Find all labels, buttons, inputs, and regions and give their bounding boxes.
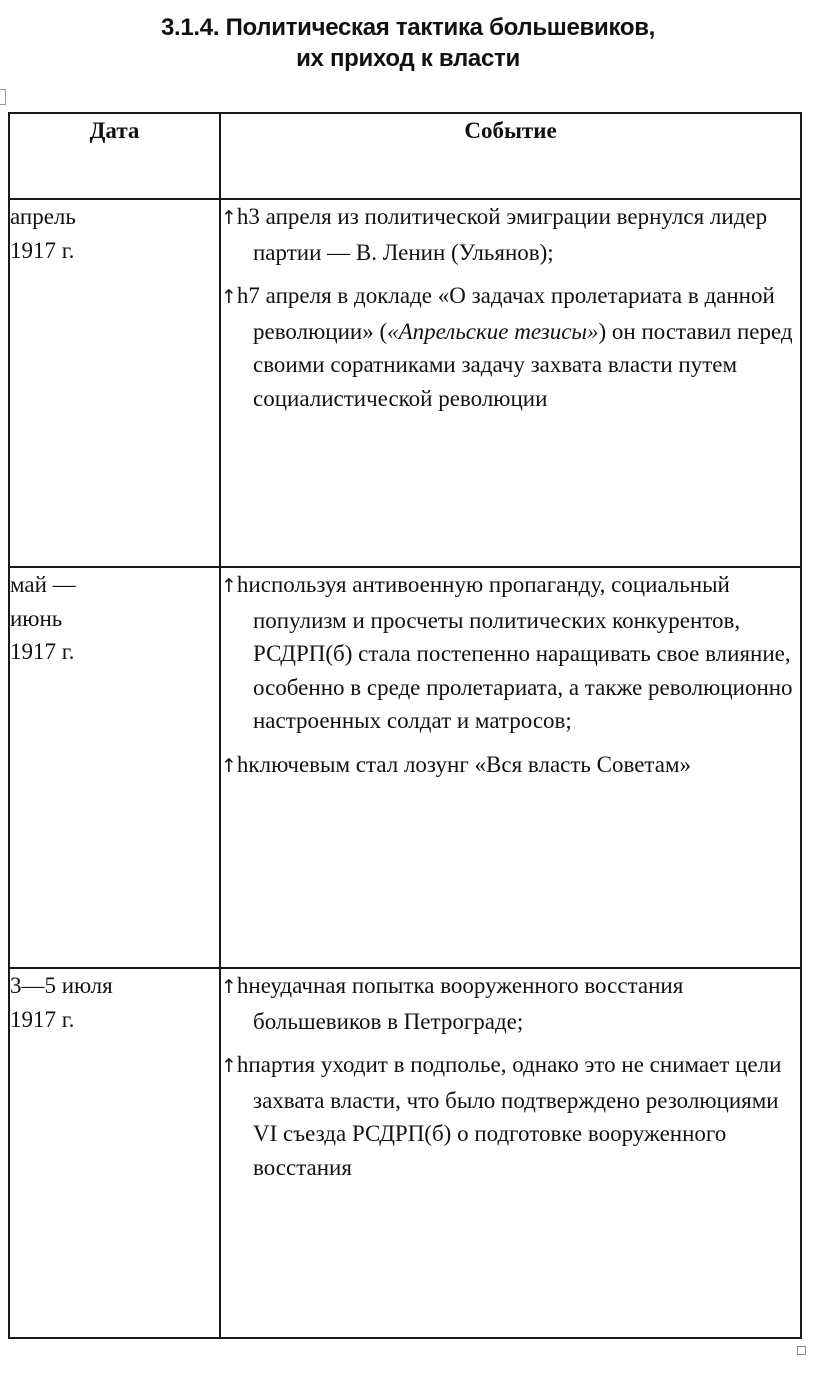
date-line: 1917 г. xyxy=(10,1006,75,1032)
bullet-marker-icon: ↑h xyxy=(221,751,249,777)
event-text: партия уходит в подполье, однако это не снимает цели захвата власти, что было подтверждено резолюциями VI съезда РСДРП(б) о подготовке вооруженного восстания xyxy=(248,1052,782,1180)
bullet-marker-icon: ↑h xyxy=(221,572,249,597)
bullet-marker-icon: ↑h xyxy=(221,204,249,229)
title-line-1: 3.1.4. Политическая тактика большевиков, xyxy=(160,14,656,41)
header-date: Дата xyxy=(9,113,220,199)
page-title xyxy=(0,12,816,74)
date-line: апрель xyxy=(10,204,76,229)
object-anchor-handle[interactable] xyxy=(0,89,6,105)
event-text: 3 апреля из политической эмиграции вернулся лидер партии — В. Ленин (Ульянов); xyxy=(248,204,768,265)
event-item xyxy=(221,748,800,784)
event-text: 7 апреля в докладе «О задачах пролетариата в данной революции» ( xyxy=(248,283,775,344)
event-text: ) он поставил перед своими соратниками задачу захвата власти путем социалистической революции xyxy=(253,318,793,411)
event-text: используя антивоенную пропаганду, социальный популизм и просчеты политических конкурентов, РСДРП(б) стала постепенно наращивать свое влияние, особенно в среде пролетариата, а также революционно настроенных солдат и матросов; xyxy=(248,572,793,733)
bullet-marker-icon: ↑h xyxy=(221,1052,249,1077)
date-line: 1917 г. xyxy=(10,237,75,263)
table-row xyxy=(9,567,801,968)
date-cell xyxy=(9,199,220,567)
event-cell xyxy=(220,968,801,1338)
title-line-2: их приход к власти xyxy=(296,45,520,72)
header-event: Событие xyxy=(220,113,801,199)
event-text: неудачная попытка вооруженного восстания большевиков в Петрограде; xyxy=(248,973,684,1034)
event-item xyxy=(221,1048,800,1184)
bullet-marker-icon: ↑h xyxy=(221,973,249,998)
resize-handle[interactable] xyxy=(797,1346,806,1355)
date-line: 1917 г. xyxy=(10,639,75,664)
event-cell xyxy=(220,567,801,968)
date-cell xyxy=(9,968,220,1338)
table-row xyxy=(9,199,801,567)
event-text: ключевым стал лозунг «Вся власть Советам» xyxy=(248,751,692,777)
date-line: июнь xyxy=(10,605,63,631)
event-text-italic: «Апрельские тезисы» xyxy=(387,318,599,344)
table-header-row xyxy=(9,113,801,199)
event-item xyxy=(221,568,800,738)
bullet-marker-icon: ↑h xyxy=(221,283,249,308)
event-item xyxy=(221,200,800,269)
events-table xyxy=(8,112,802,1339)
date-line: 3—5 июля xyxy=(10,973,113,998)
event-cell xyxy=(220,199,801,567)
event-item xyxy=(221,969,800,1038)
date-line: май — xyxy=(10,572,76,597)
event-item xyxy=(221,279,800,415)
table-row xyxy=(9,968,801,1338)
date-cell xyxy=(9,567,220,968)
